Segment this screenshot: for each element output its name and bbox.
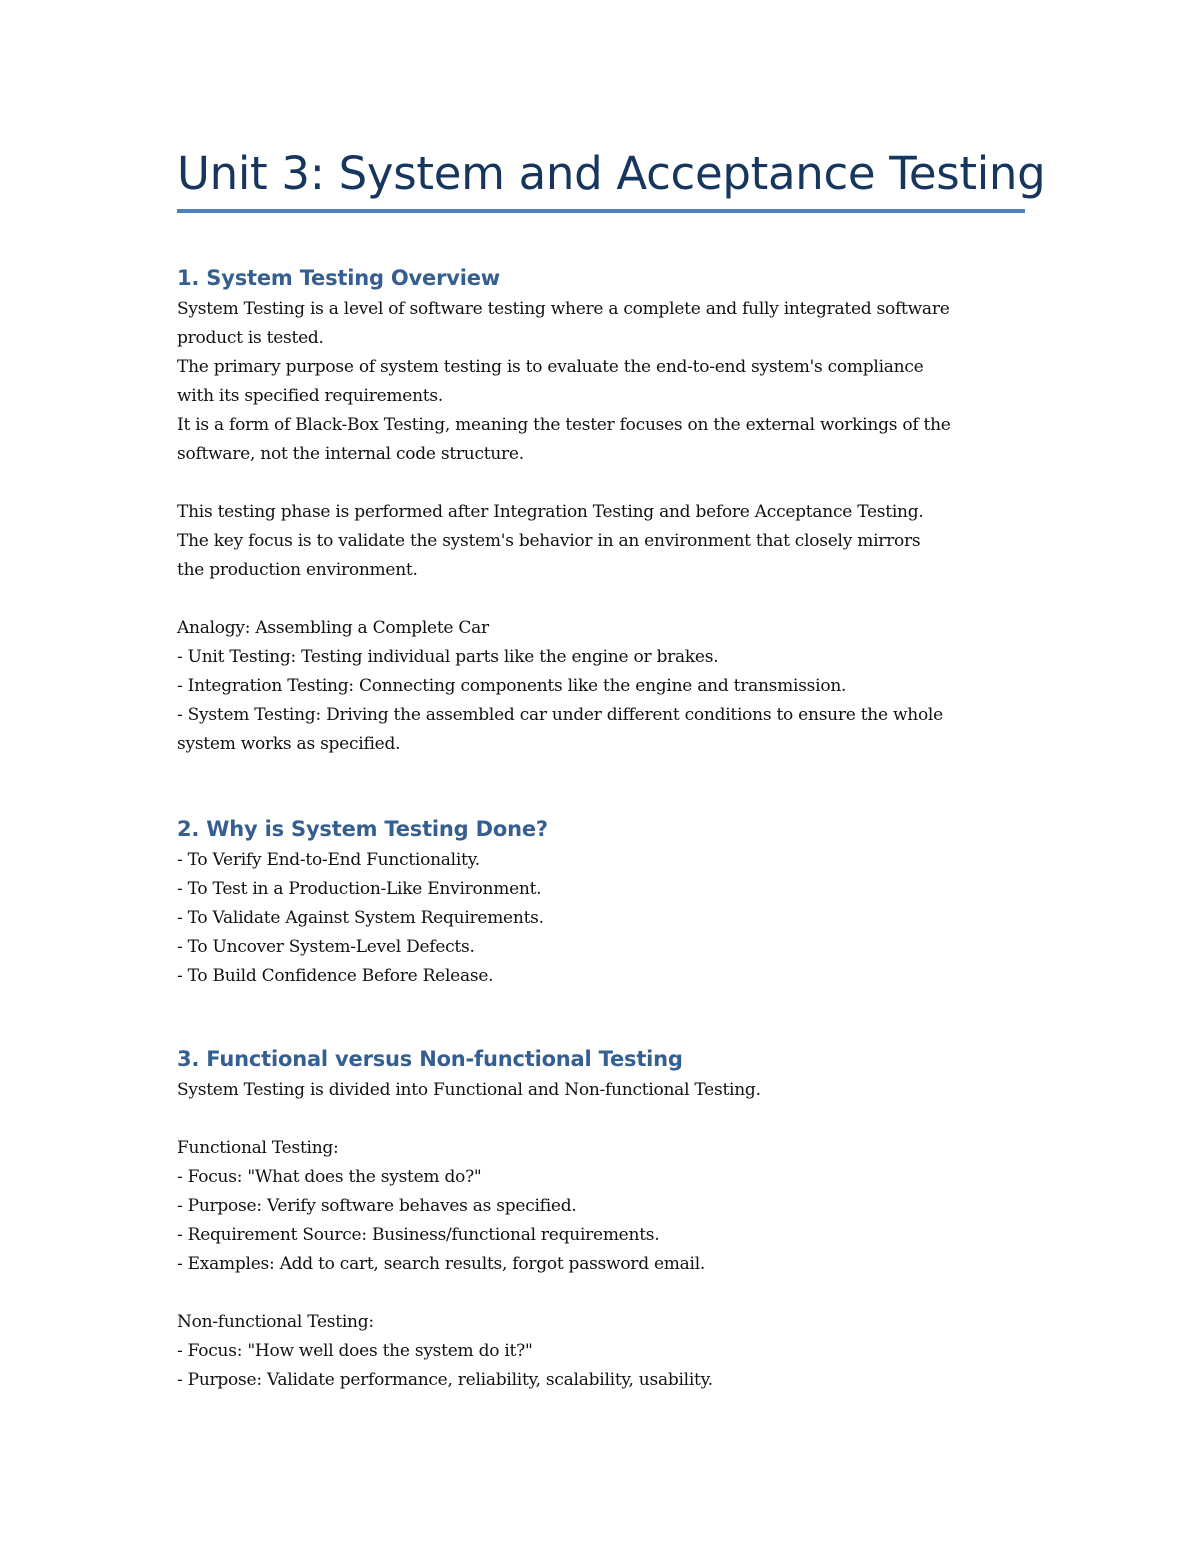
bullet-item: - Examples: Add to cart, search results, forgot password email.: [177, 1254, 706, 1274]
bullet-item: - To Test in a Production-Like Environment.: [177, 879, 542, 899]
section-heading: 3. Functional versus Non-functional Testing: [177, 1047, 683, 1071]
bullet-item: - Unit Testing: Testing individual parts like the engine or brakes.: [177, 647, 719, 667]
bullet-item: - To Uncover System-Level Defects.: [177, 937, 475, 957]
paragraph-line: System Testing is divided into Functional and Non-functional Testing.: [177, 1080, 761, 1100]
paragraph-line: software, not the internal code structure.: [177, 444, 524, 464]
subheading-functional: Functional Testing:: [177, 1138, 339, 1158]
bullet-item: - To Build Confidence Before Release.: [177, 966, 494, 986]
bullet-item: - Purpose: Verify software behaves as specified.: [177, 1196, 577, 1216]
section-system-testing-overview: [177, 261, 1025, 759]
bullet-item: - Integration Testing: Connecting components like the engine and transmission.: [177, 676, 847, 696]
document-title: Unit 3: System and Acceptance Testing: [177, 147, 1046, 200]
blank-line: [177, 1105, 1025, 1134]
bullet-item: - Focus: "How well does the system do it?": [177, 1341, 533, 1361]
bullet-item-continued: system works as specified.: [177, 734, 401, 754]
paragraph-line: The primary purpose of system testing is to evaluate the end-to-end system's compliance: [177, 357, 924, 377]
paragraph-line: It is a form of Black-Box Testing, meaning the tester focuses on the external workings of the: [177, 415, 951, 435]
paragraph-line: with its specified requirements.: [177, 386, 444, 406]
paragraph-line: The key focus is to validate the system's behavior in an environment that closely mirrors: [177, 531, 921, 551]
paragraph-line: the production environment.: [177, 560, 418, 580]
section-heading: 1. System Testing Overview: [177, 266, 500, 290]
bullet-item: - To Validate Against System Requirements.: [177, 908, 544, 928]
paragraph-line: This testing phase is performed after Integration Testing and before Acceptance Testing.: [177, 502, 924, 522]
paragraph-line: System Testing is a level of software testing where a complete and fully integrated software: [177, 299, 950, 319]
section-functional-vs-nonfunctional: [177, 1042, 1025, 1395]
bullet-item: - Purpose: Validate performance, reliability, scalability, usability.: [177, 1370, 713, 1390]
blank-line: [177, 1279, 1025, 1308]
bullet-item: - Requirement Source: Business/functional requirements.: [177, 1225, 660, 1245]
section-heading: 2. Why is System Testing Done?: [177, 817, 548, 841]
title-underline: [177, 209, 1025, 213]
bullet-item: - System Testing: Driving the assembled car under different conditions to ensure the whole: [177, 705, 943, 725]
analogy-heading: Analogy: Assembling a Complete Car: [177, 618, 489, 638]
bullet-item: - To Verify End-to-End Functionality.: [177, 850, 480, 870]
blank-line: [177, 469, 1025, 498]
paragraph-line: product is tested.: [177, 328, 324, 348]
subheading-nonfunctional: Non-functional Testing:: [177, 1312, 374, 1332]
section-why-system-testing: [177, 812, 1025, 991]
bullet-item: - Focus: "What does the system do?": [177, 1167, 482, 1187]
blank-line: [177, 585, 1025, 614]
